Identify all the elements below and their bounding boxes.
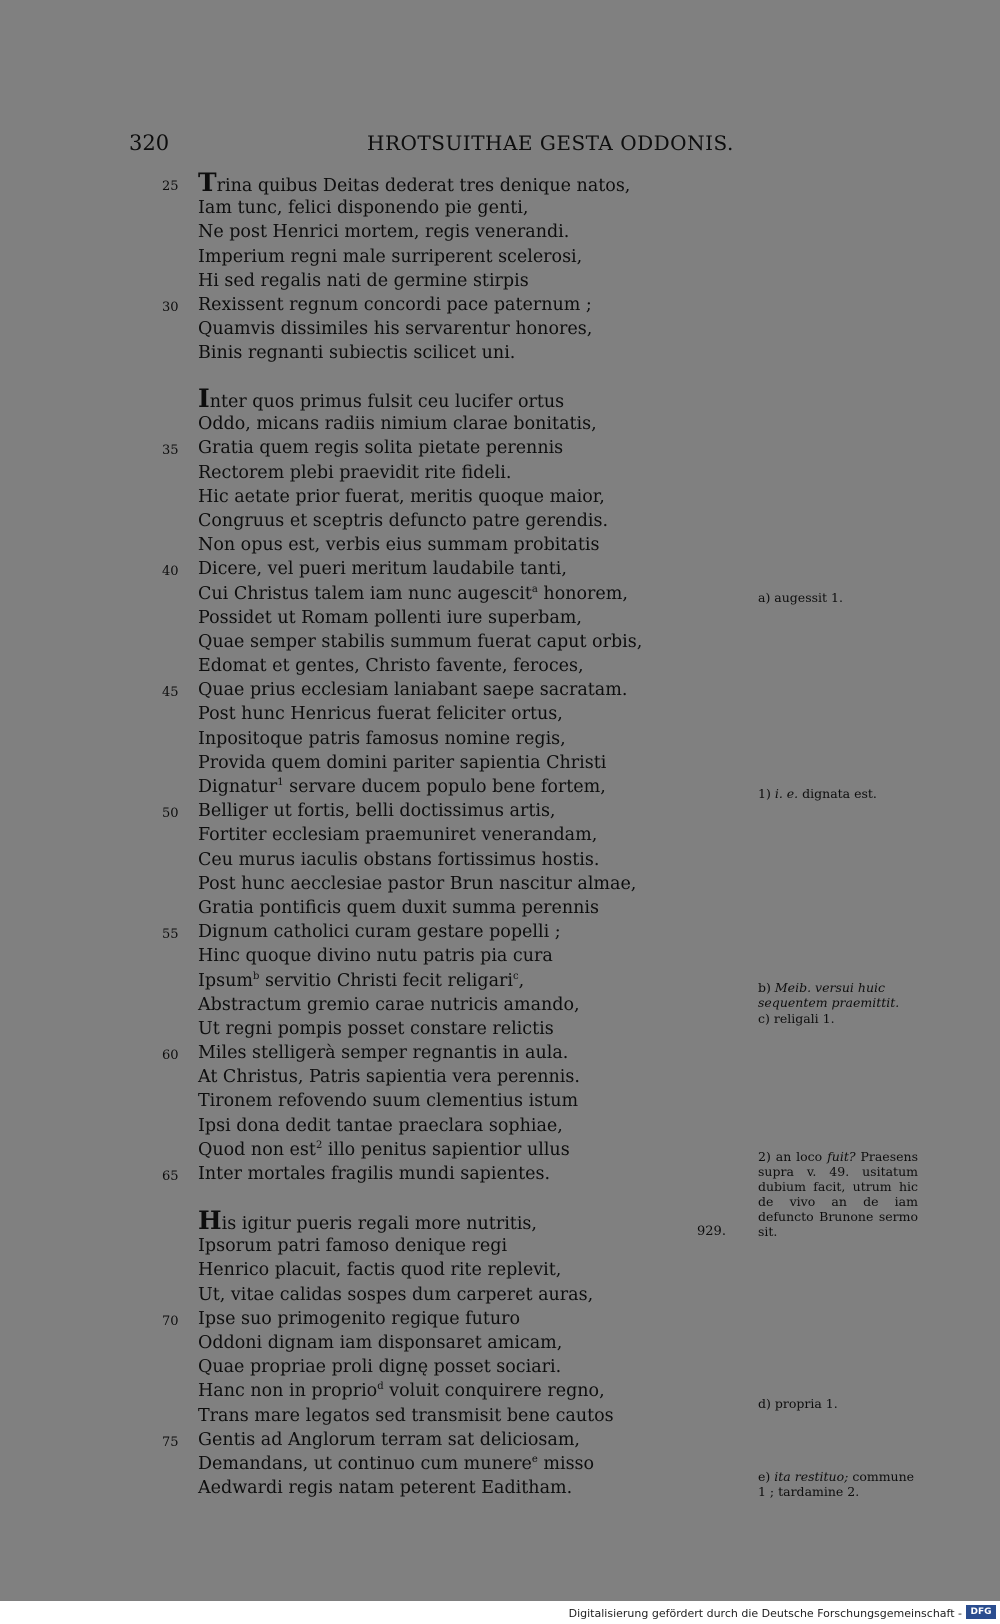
verse-words: Non opus est, verbis eius summam probitatis	[198, 535, 600, 556]
verse-words: Post hunc Henricus fuerat feliciter ortus,	[198, 704, 563, 725]
running-title: HROTSUITHAE GESTA ODDONIS.	[367, 131, 734, 155]
verse-line	[0, 271, 1000, 295]
initial-letter: T	[198, 168, 217, 197]
footnote-mark: c	[513, 970, 519, 982]
verse-line	[0, 632, 1000, 656]
verse-words: Post hunc aecclesiae pastor Brun nascitur almae,	[198, 873, 637, 894]
verse-words: Dignum catholici curam gestare popelli ;	[198, 922, 561, 943]
verse-text	[198, 198, 528, 218]
verse-line	[0, 656, 1000, 680]
verse-text	[198, 1067, 580, 1087]
verse-text	[198, 511, 608, 531]
verse-line	[0, 559, 1000, 583]
verse-words: Ipsum	[198, 970, 253, 991]
verse-line	[0, 753, 1000, 777]
footnote-mark: d	[377, 1381, 384, 1393]
verse-line	[0, 1309, 1000, 1333]
verse-words: Tironem refovendo suum clementius istum	[198, 1091, 579, 1112]
footnote-mark: b	[252, 970, 260, 982]
verse-text	[198, 1285, 593, 1305]
verse-text	[198, 247, 582, 267]
verse-words: Inpositoque patris famosus nomine regis,	[198, 728, 566, 749]
verse-line	[0, 801, 1000, 825]
verse-words: Gratia pontificis quem duxit summa perennis	[198, 897, 600, 918]
verse-text	[198, 319, 592, 339]
verse-text	[198, 222, 569, 242]
verse-text	[198, 1091, 578, 1111]
verse-words: Gentis ad Anglorum terram sat deliciosam,	[198, 1429, 580, 1450]
verse-text	[198, 535, 599, 555]
verse-words: Aedwardi regis natam peterent Eaditham.	[198, 1478, 573, 1499]
footnote-b: b) Meib. versui huic sequentem praemittit.	[758, 980, 900, 1010]
verse-words: Ipse suo primogenito regique futuro	[198, 1308, 521, 1329]
verse-words: Quae propriae proli dignę posset sociari.	[198, 1357, 562, 1378]
footnote-mark: a	[531, 583, 538, 595]
footnote-c: c) religali 1.	[758, 1011, 835, 1026]
verse-text	[198, 463, 511, 483]
line-number: 30	[162, 299, 179, 315]
footnote-mark: 1	[277, 777, 284, 789]
footnote-e: e) ita restituo; commune 1 ; tardamine 2.	[758, 1469, 915, 1499]
verse-text	[198, 584, 628, 604]
verse-words: Hanc non in proprio	[198, 1381, 378, 1402]
line-number: 25	[162, 179, 179, 194]
verse-text	[198, 874, 636, 894]
verse-line	[0, 1430, 1000, 1454]
verse-words: Abstractum gremio carae nutricis amando,	[198, 994, 580, 1015]
verse-words: Inter mortales fragilis mundi sapientes.	[198, 1164, 551, 1184]
line-number: 55	[162, 927, 179, 943]
verse-words: Rexissent regnum concordi pace paternum ;	[198, 294, 592, 315]
verse-text	[198, 922, 561, 942]
verse-line	[0, 1091, 1000, 1115]
verse-text	[198, 295, 592, 315]
verse-words: rina quibus Deitas dederat tres denique natos,	[216, 176, 631, 196]
verse-words: Gratia quem regis solita pietate perennis	[198, 438, 564, 459]
verse-text	[198, 656, 584, 676]
verse-words: Miles stelligerà semper regnantis in aula.	[198, 1043, 569, 1064]
verse-line	[0, 463, 1000, 487]
verse-words: Quod non est	[198, 1139, 316, 1160]
initial-letter: I	[198, 384, 210, 413]
verse-words: Hinc quoque divino nutu patris pia cura	[198, 946, 553, 967]
verse-text	[198, 753, 606, 773]
verse-text	[198, 1236, 507, 1256]
stanza-1	[0, 168, 1000, 368]
verse-line	[0, 1043, 1000, 1067]
verse-words: Oddoni dignam iam disponsaret amicam,	[198, 1332, 563, 1353]
verse-words: Provida quem domini pariter sapientia Christi	[198, 752, 607, 773]
verse-line	[0, 922, 1000, 946]
verse-words: honorem,	[537, 583, 628, 604]
verse-line	[0, 1285, 1000, 1309]
verse-text	[198, 898, 599, 918]
line-number: 35	[162, 443, 179, 459]
verse-text	[198, 271, 529, 291]
verse-text	[198, 343, 515, 363]
verse-words: Hi sed regalis nati de germine stirpis	[198, 270, 529, 291]
verse-line	[0, 1333, 1000, 1357]
verse-words: Quae semper stabilis summum fuerat caput orbis,	[198, 631, 643, 652]
verse-text	[198, 1454, 594, 1474]
verse-words: Belliger ut fortis, belli doctissimus artis,	[198, 801, 556, 822]
verse-text	[198, 168, 631, 197]
verse-line	[0, 850, 1000, 874]
verse-line	[0, 295, 1000, 319]
verse-words: Iam tunc, felici disponendo pie genti,	[198, 198, 529, 219]
verse-text	[198, 1164, 550, 1184]
verse-line	[0, 535, 1000, 559]
verse-line	[0, 438, 1000, 462]
verse-line	[0, 825, 1000, 849]
verse-words: Imperium regni male surriperent scelerosi,	[198, 246, 583, 267]
verse-text	[198, 729, 566, 749]
initial-letter: H	[198, 1206, 222, 1235]
verse-line	[0, 704, 1000, 728]
verse-words: servitio Christi fecit religari	[259, 970, 513, 991]
verse-words: Cui Christus talem iam nunc augescit	[198, 583, 532, 604]
verse-words: At Christus, Patris sapientia vera perennis.	[198, 1067, 580, 1088]
verse-line	[0, 384, 1000, 414]
verse-text	[198, 1116, 563, 1136]
verse-line	[0, 946, 1000, 970]
verse-line	[0, 343, 1000, 367]
verse-text	[198, 1309, 520, 1329]
verse-words: is igitur pueris regali more nutritis,	[221, 1214, 537, 1234]
verse-text	[198, 946, 553, 966]
verse-words: Ceu murus iaculis obstans fortissimus hostis.	[198, 849, 600, 870]
verse-line	[0, 608, 1000, 632]
page-header	[0, 131, 1000, 157]
verse-text	[198, 850, 599, 870]
footnote-2: 2) an loco fuit? Praesens supra v. 49. usitatum dubium facit, utrum hic de vivo an de iam defuncto Brunone sermo sit.	[758, 1149, 918, 1239]
verse-words: Binis regnanti subiectis scilicet uni.	[198, 343, 516, 364]
footnote-1: 1) i. e. dignata est.	[758, 786, 877, 801]
verse-line	[0, 487, 1000, 511]
verse-words: Congruus et sceptris defuncto patre gerendis.	[198, 510, 609, 531]
verse-text	[198, 971, 524, 991]
verse-words: Oddo, micans radiis nimium clarae bonitatis,	[198, 414, 597, 435]
footer-credit: Digitalisierung gefördert durch die Deutsche Forschungsgemeinschaft -	[568, 1607, 962, 1620]
verse-words: Ut regni pompis posset constare relictis	[198, 1018, 554, 1039]
verse-words: Trans mare legatos sed transmisit bene cautos	[198, 1405, 614, 1426]
line-number: 50	[162, 806, 179, 822]
verse-text	[198, 1406, 614, 1426]
verse-words: Quae prius ecclesiam laniabant saepe sacratam.	[198, 680, 628, 701]
verse-line	[0, 1357, 1000, 1381]
verse-words: Fortiter ecclesiam praemuniret venerandam,	[198, 825, 598, 846]
footnote-a: a) augessit 1.	[758, 590, 843, 605]
line-number: 75	[162, 1434, 179, 1450]
verse-words: Demandans, ut continuo cum munere	[198, 1453, 532, 1474]
page-number: 320	[129, 131, 170, 155]
verse-words: Hic aetate prior fuerat, meritis quoque maior,	[198, 486, 605, 507]
verse-line	[0, 414, 1000, 438]
line-number: 65	[162, 1169, 179, 1184]
line-number: 45	[162, 685, 179, 701]
verse-line	[0, 198, 1000, 222]
verse-words: servare ducem populo bene fortem,	[283, 777, 606, 797]
verse-line	[0, 222, 1000, 246]
stanza-3	[0, 1206, 1000, 1502]
verse-line	[0, 680, 1000, 704]
verse-words: voluit conquirere regno,	[383, 1381, 605, 1402]
verse-words: Dicere, vel pueri meritum laudabile tanti,	[198, 559, 567, 580]
footnote-mark: 2	[315, 1139, 323, 1151]
verse-words: nter quos primus fulsit ceu lucifer ortus	[209, 392, 565, 412]
verse-text	[198, 1430, 580, 1450]
verse-line	[0, 729, 1000, 753]
verse-text	[198, 1260, 561, 1280]
verse-text	[198, 632, 642, 652]
verse-words: Ipsi dona dedit tantae praeclara sophiae,	[198, 1115, 563, 1136]
verse-words: Quamvis dissimiles his servarentur honores,	[198, 319, 593, 340]
verse-words: Ut, vitae calidas sospes dum carperet auras,	[198, 1284, 594, 1305]
verse-line	[0, 1260, 1000, 1284]
verse-words: Dignatur	[198, 777, 278, 797]
margin-year: 929.	[697, 1224, 726, 1239]
verse-line	[0, 319, 1000, 343]
verse-text	[198, 1478, 572, 1498]
verse-text	[198, 559, 567, 579]
verse-words: misso	[537, 1453, 595, 1474]
verse-text	[198, 777, 606, 797]
verse-words: Ipsorum patri famoso denique regi	[198, 1236, 508, 1257]
verse-text	[198, 414, 597, 434]
verse-words: Edomat et gentes, Christo favente, feroces,	[198, 656, 584, 677]
footnote-mark: e	[531, 1454, 538, 1466]
verse-text	[198, 680, 627, 700]
verse-text	[198, 1381, 605, 1401]
verse-text	[198, 1140, 570, 1160]
verse-text	[198, 1357, 561, 1377]
verse-text	[198, 825, 597, 845]
verse-text	[198, 1333, 562, 1353]
verse-line	[0, 1236, 1000, 1260]
verse-words: Ne post Henrici mortem, regis venerandi.	[198, 222, 570, 243]
dfg-logo: DFG	[966, 1605, 996, 1619]
verse-text	[198, 1206, 537, 1235]
verse-text	[198, 438, 563, 458]
verse-line	[0, 1116, 1000, 1140]
footer-bar	[0, 1601, 1000, 1624]
verse-words: Possidet ut Romam pollenti iure superbam,	[198, 607, 582, 628]
verse-line	[0, 1067, 1000, 1091]
verse-text	[198, 487, 605, 507]
line-number: 70	[162, 1313, 179, 1329]
verse-words: ,	[518, 970, 525, 991]
line-number: 60	[162, 1048, 179, 1064]
verse-text	[198, 1043, 568, 1063]
verse-text	[198, 384, 565, 413]
verse-line	[0, 247, 1000, 271]
verse-words: Henrico placuit, factis quod rite replevit,	[198, 1260, 562, 1281]
verse-words: illo penitus sapientior ullus	[322, 1139, 570, 1160]
verse-text	[198, 801, 556, 821]
line-number: 40	[162, 564, 179, 580]
verse-line	[0, 898, 1000, 922]
verse-line	[0, 511, 1000, 535]
verse-text	[198, 1019, 554, 1039]
verse-line	[0, 168, 1000, 198]
verse-words: Rectorem plebi praevidit rite fideli.	[198, 462, 512, 483]
verse-text	[198, 704, 563, 724]
verse-text	[198, 608, 582, 628]
footnote-d: d) propria 1.	[758, 1396, 838, 1411]
verse-line	[0, 874, 1000, 898]
verse-text	[198, 995, 580, 1015]
